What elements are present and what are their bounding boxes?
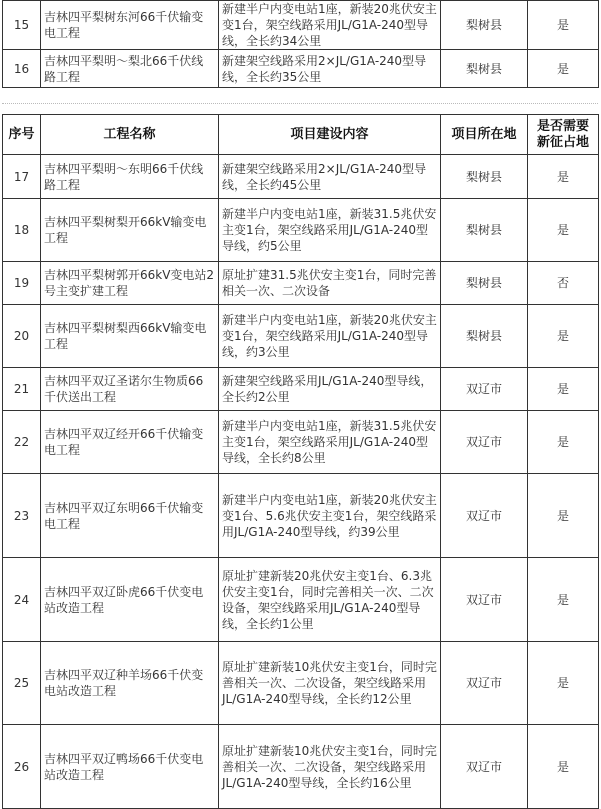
name-cell: 吉林四平梨树郭开66kV变电站2号主变扩建工程 [41,262,219,305]
location-cell: 梨树县 [441,262,528,305]
name-cell: 吉林四平梨明～梨北66千伏线路工程 [41,50,219,88]
seq-cell: 20 [3,305,41,368]
land-cell: 是 [528,411,599,474]
location-cell: 双辽市 [441,474,528,558]
seq-cell: 25 [3,642,41,725]
seq-cell: 18 [3,199,41,262]
seq-cell: 24 [3,558,41,642]
land-cell: 否 [528,262,599,305]
name-cell: 吉林四平双辽种羊场66千伏变电站改造工程 [41,642,219,725]
content-cell: 新建架空线路采用JL/G1A-240型导线，全长约2公里 [219,368,441,411]
name-cell: 吉林四平梨树东河66千伏输变电工程 [41,1,219,50]
land-cell: 是 [528,50,599,88]
table-row [3,558,599,642]
name-cell: 吉林四平双辽圣诺尔生物质66千伏送出工程 [41,368,219,411]
content-cell: 新建半户内变电站1座，新装20兆伏安主变1台，架空线路采用JL/G1A-240型导线，约3公里 [219,305,441,368]
content-cell: 原址扩建新装10兆伏安主变1台，同时完善相关一次、二次设备，架空线路采用JL/G1A-240型导线，全长约16公里 [219,725,441,809]
table-row [3,305,599,368]
seq-cell: 16 [3,50,41,88]
header-name: 工程名称 [41,115,219,155]
table-header-row [3,115,599,155]
content-cell: 新建架空线路采用2×JL/G1A-240型导线，全长约45公里 [219,155,441,199]
land-cell: 是 [528,725,599,809]
seq-cell: 21 [3,368,41,411]
content-cell: 原址扩建新装20兆伏安主变1台、6.3兆伏安主变1台，同时完善相关一次、二次设备，架空线路采用JL/G1A-240型导线，全长约1公里 [219,558,441,642]
project-table [2,114,599,809]
table-row [3,411,599,474]
name-cell: 吉林四平梨树梨开66kV输变电工程 [41,199,219,262]
name-cell: 吉林四平双辽鸭场66千伏变电站改造工程 [41,725,219,809]
seq-cell: 22 [3,411,41,474]
land-cell: 是 [528,368,599,411]
location-cell: 梨树县 [441,199,528,262]
land-cell: 是 [528,199,599,262]
seq-cell: 17 [3,155,41,199]
name-cell: 吉林四平梨树梨西66kV输变电工程 [41,305,219,368]
table-row [3,262,599,305]
header-seq: 序号 [3,115,41,155]
location-cell: 双辽市 [441,558,528,642]
continued-table [2,0,599,88]
location-cell: 双辽市 [441,368,528,411]
land-cell: 是 [528,474,599,558]
page-divider [2,103,598,104]
table-row [3,50,599,88]
location-cell: 双辽市 [441,725,528,809]
land-cell: 是 [528,642,599,725]
content-cell: 新建半户内变电站1座，新装20兆伏安主变1台，架空线路采用JL/G1A-240型导线，全长约34公里 [219,1,441,50]
content-cell: 新建半户内变电站1座，新装31.5兆伏安主变1台，架空线路采用JL/G1A-240型导线，全长约8公里 [219,411,441,474]
seq-cell: 15 [3,1,41,50]
seq-cell: 23 [3,474,41,558]
land-cell: 是 [528,155,599,199]
land-cell: 是 [528,1,599,50]
land-cell: 是 [528,305,599,368]
content-cell: 新建半户内变电站1座，新装31.5兆伏安主变1台，架空线路采用JL/G1A-240型导线，约5公里 [219,199,441,262]
name-cell: 吉林四平梨明～东明66千伏线路工程 [41,155,219,199]
location-cell: 梨树县 [441,50,528,88]
name-cell: 吉林四平双辽经开66千伏输变电工程 [41,411,219,474]
location-cell: 梨树县 [441,305,528,368]
location-cell: 双辽市 [441,642,528,725]
content-cell: 新建半户内变电站1座，新装20兆伏安主变1台、5.6兆伏安主变1台，架空线路采用JL/G1A-240型导线，约39公里 [219,474,441,558]
location-cell: 双辽市 [441,411,528,474]
table-row [3,1,599,50]
header-content: 项目建设内容 [219,115,441,155]
name-cell: 吉林四平双辽东明66千伏输变电工程 [41,474,219,558]
land-cell: 是 [528,558,599,642]
table-row [3,155,599,199]
seq-cell: 26 [3,725,41,809]
name-cell: 吉林四平双辽卧虎66千伏变电站改造工程 [41,558,219,642]
table-row [3,642,599,725]
table-row [3,368,599,411]
location-cell: 梨树县 [441,1,528,50]
content-cell: 原址扩建新装10兆伏安主变1台，同时完善相关一次、二次设备，架空线路采用JL/G1A-240型导线，全长约12公里 [219,642,441,725]
header-location: 项目所在地 [441,115,528,155]
seq-cell: 19 [3,262,41,305]
header-land: 是否需要新征占地 [528,115,599,155]
location-cell: 梨树县 [441,155,528,199]
table-row [3,474,599,558]
content-cell: 原址扩建31.5兆伏安主变1台，同时完善相关一次、二次设备 [219,262,441,305]
content-cell: 新建架空线路采用2×JL/G1A-240型导线，全长约35公里 [219,50,441,88]
table-row [3,725,599,809]
table-row [3,199,599,262]
